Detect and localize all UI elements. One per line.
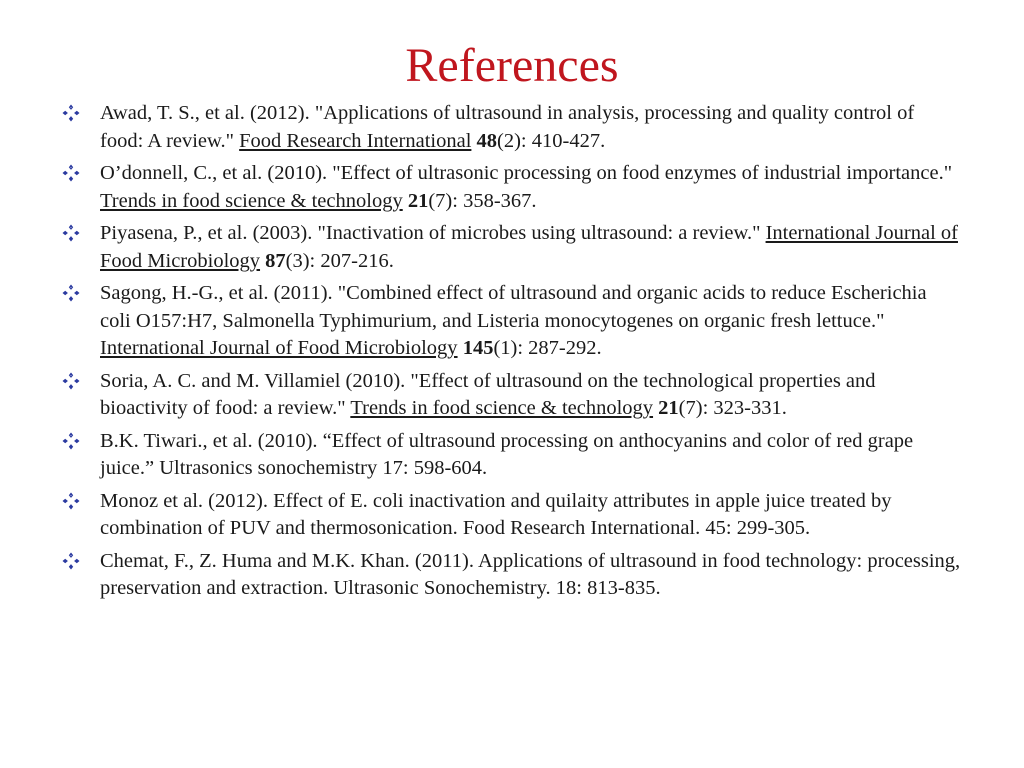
issue-pages: (1): 287-292. bbox=[493, 337, 602, 359]
diamond-bullet-icon bbox=[62, 284, 80, 302]
journal-link[interactable]: International Journal of Food Microbiology bbox=[100, 222, 958, 272]
volume-number: 21 bbox=[658, 397, 679, 419]
journal-link[interactable]: Trends in food science & technology bbox=[350, 397, 654, 419]
reference-text bbox=[100, 430, 913, 480]
diamond-bullet-icon bbox=[62, 104, 80, 122]
diamond-bullet-icon bbox=[62, 164, 80, 182]
journal-link[interactable]: International Journal of Food Microbiology bbox=[100, 337, 458, 359]
reference-item bbox=[62, 368, 962, 423]
reference-citation: Chemat, F., Z. Huma and M.K. Khan. (2011). Applications of ultrasound in food technology: processing, preservation and extraction. Ultrasonic Sonochemistry. 18: 813-835. bbox=[100, 549, 961, 599]
issue-pages: (7): 323-331. bbox=[678, 397, 787, 419]
diamond-bullet-icon bbox=[62, 224, 80, 242]
reference-citation: Awad, T. S., et al. (2012). "Applications of ultrasound in analysis, processing and quality control of food: A review." bbox=[100, 102, 915, 152]
reference-text bbox=[100, 162, 952, 212]
reference-text bbox=[100, 102, 914, 152]
reference-text bbox=[100, 490, 891, 540]
volume-number: 87 bbox=[265, 249, 286, 272]
reference-item bbox=[62, 428, 962, 483]
reference-text bbox=[100, 370, 876, 420]
volume-number: 21 bbox=[407, 189, 429, 212]
reference-citation: Sagong, H.-G., et al. (2011). "Combined effect of ultrasound and organic acids to reduce Escherichia coli O157:H7, Salmonella Typhimurium, and Listeria monocytogenes on organic fresh lettuce." bbox=[100, 282, 927, 332]
diamond-bullet-icon bbox=[62, 432, 80, 450]
reference-citation: Piyasena, P., et al. (2003). "Inactivation of microbes using ultrasound: a review." bbox=[100, 222, 766, 244]
reference-item bbox=[62, 488, 962, 543]
reference-text bbox=[100, 222, 958, 272]
reference-item bbox=[62, 280, 962, 363]
journal-link[interactable]: Food Research International bbox=[239, 129, 472, 152]
issue-pages: (3): 207-216. bbox=[285, 249, 394, 272]
issue-pages: (2): 410-427. bbox=[497, 129, 606, 152]
reference-item bbox=[62, 100, 962, 155]
diamond-bullet-icon bbox=[62, 552, 80, 570]
volume-number: 48 bbox=[476, 129, 498, 152]
reference-text bbox=[100, 550, 960, 600]
diamond-bullet-icon bbox=[62, 372, 80, 390]
journal-link[interactable]: Trends in food science & technology bbox=[100, 189, 403, 212]
issue-pages: (7): 358-367. bbox=[428, 189, 537, 212]
reference-citation: Soria, A. C. and M. Villamiel (2010). "Effect of ultrasound on the technological properties and bioactivity of food: a review." bbox=[100, 369, 876, 419]
reference-citation: B.K. Tiwari., et al. (2010). “Effect of ultrasound processing on anthocyanins and color of red grape juice.” Ultrasonics sonochemistry 17: 598-604. bbox=[100, 429, 914, 479]
reference-list bbox=[62, 100, 962, 608]
reference-item bbox=[62, 220, 962, 275]
diamond-bullet-icon bbox=[62, 492, 80, 510]
page-title: References bbox=[405, 39, 619, 92]
reference-citation: O’donnell, C., et al. (2010). "Effect of ultrasonic processing on food enzymes of industrial importance." bbox=[100, 162, 953, 184]
reference-citation: Monoz et al. (2012). Effect of E. coli inactivation and quilaity attributes in apple juice treated by combination of PUV and thermosonication. Food Research International. 45: 299-305. bbox=[100, 489, 892, 539]
reference-item bbox=[62, 548, 962, 603]
reference-item bbox=[62, 160, 962, 215]
reference-text bbox=[100, 282, 927, 359]
volume-number: 145 bbox=[462, 337, 494, 359]
